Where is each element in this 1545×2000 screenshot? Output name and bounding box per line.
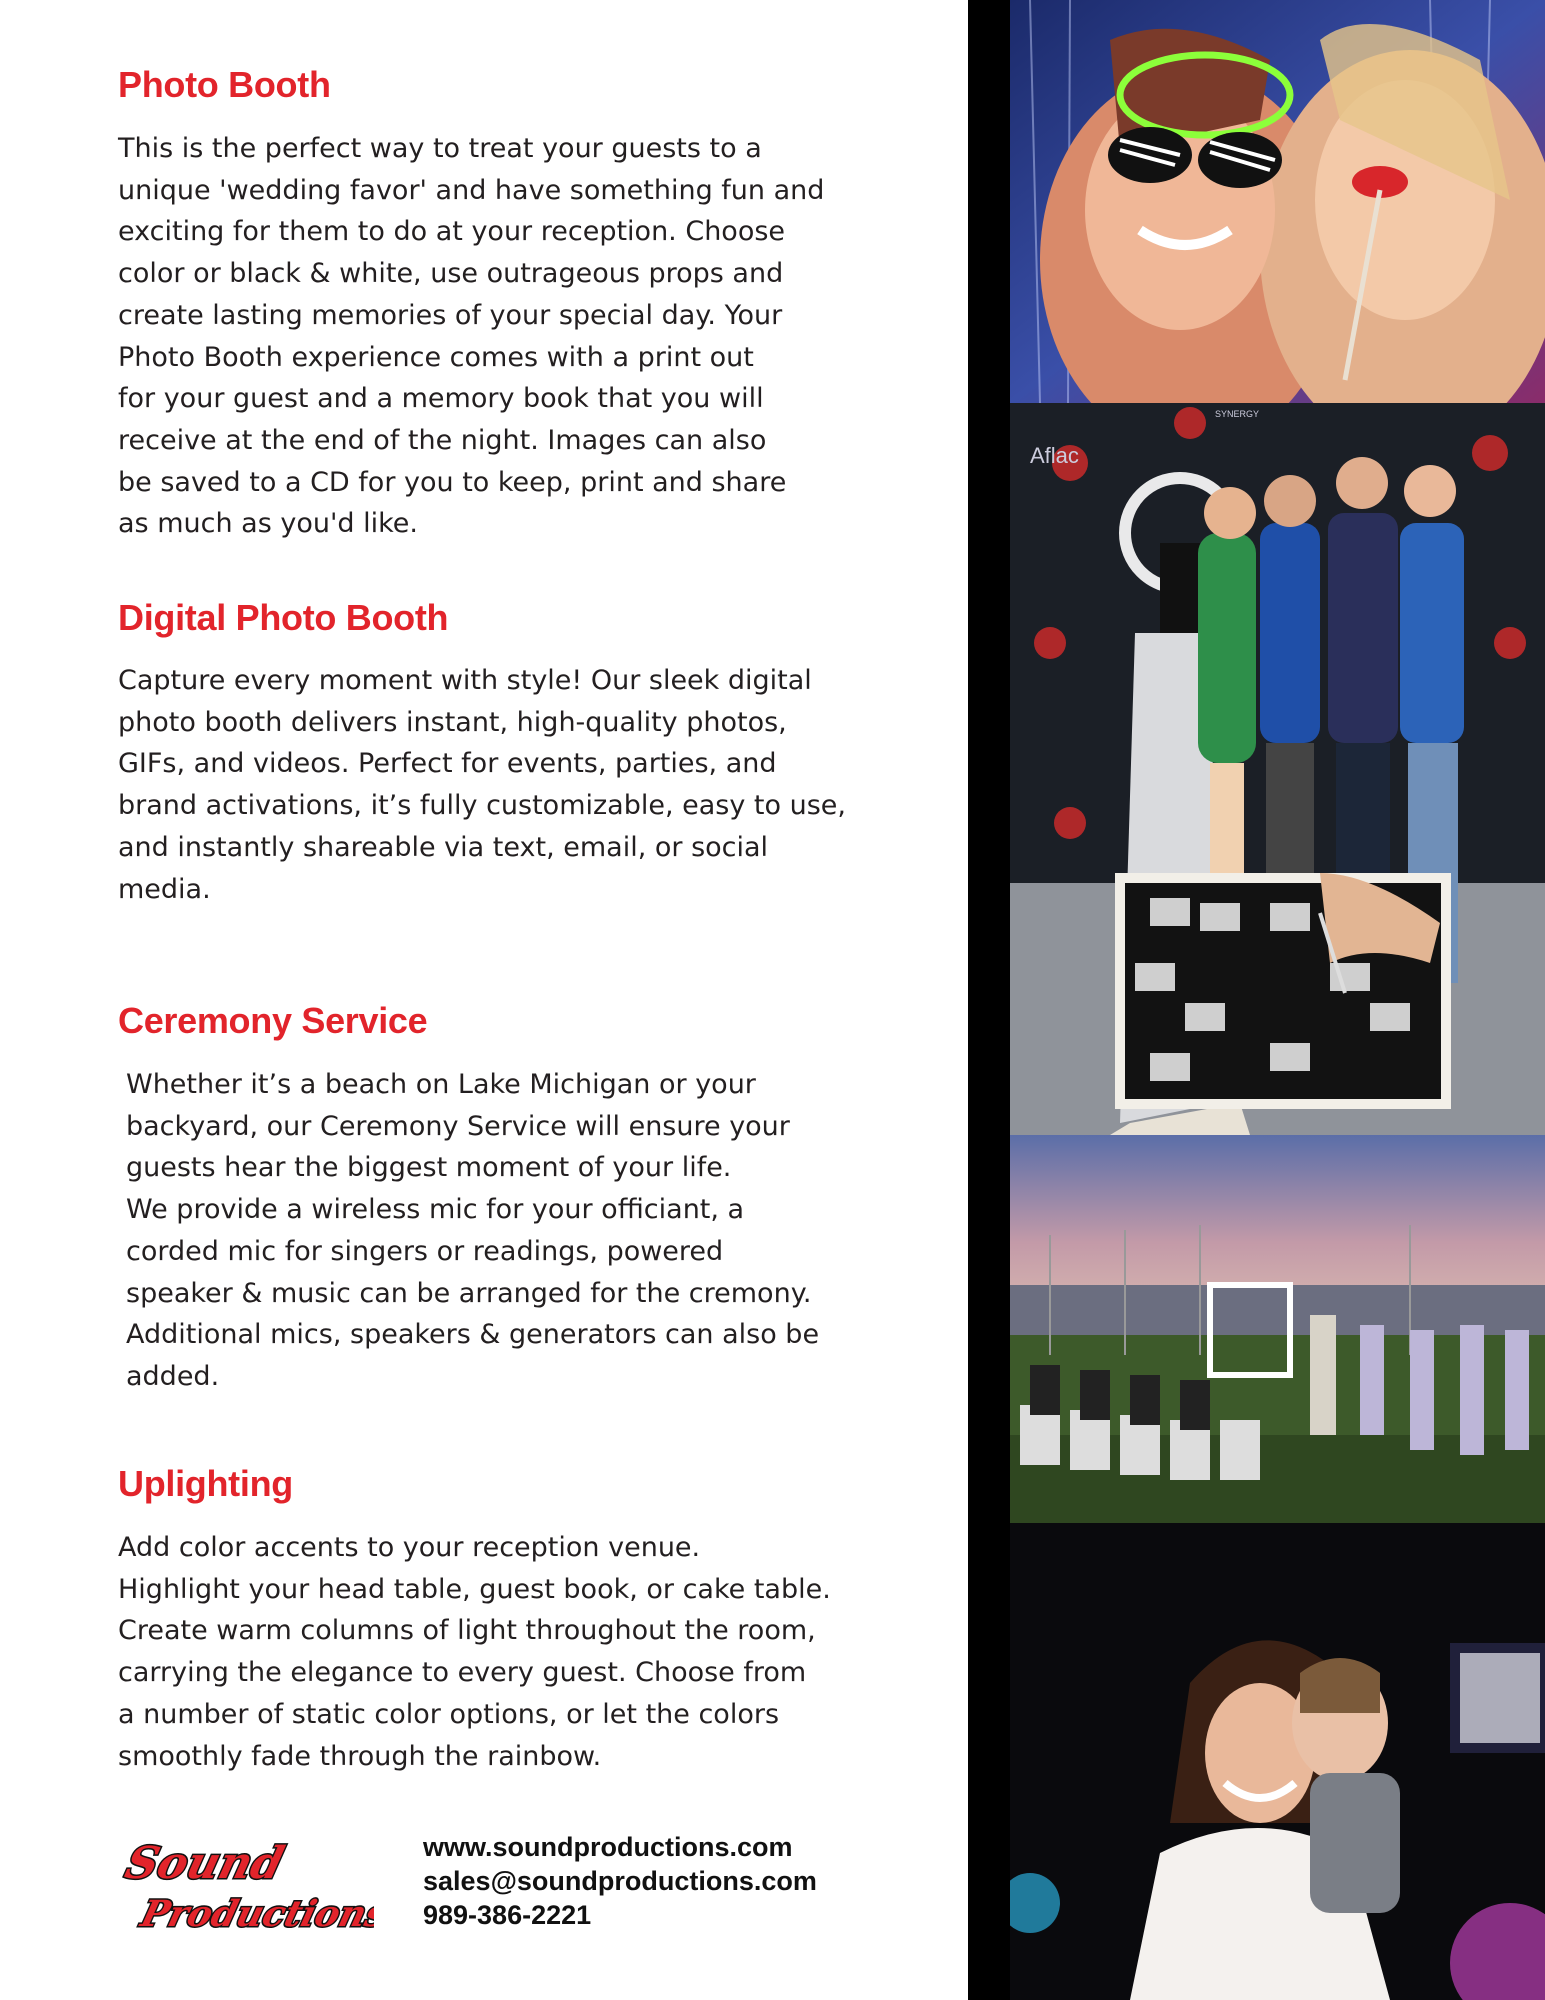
body-digital-photo-booth: Capture every moment with style! Our sleek digital photo booth delivers instant, high-quality photos, GIFs, and videos. Perfect for events, parties, and brand activations, it’s fully customizable, easy to use, and instantly shareable via text, email, or social media. [118,665,846,905]
phone-number: 989-386-2221 [423,1900,592,1930]
photo-booth-guests-image [1010,0,1545,403]
heading-digital-photo-booth: Digital Photo Booth [118,597,449,638]
logo-line-2: Productions [136,1892,374,1935]
email-link[interactable]: sales@soundproductions.com [423,1866,817,1896]
backdrop-brand-text: Aflac [1030,443,1079,468]
body-photo-booth: This is the perfect way to treat your guests to a unique 'wedding favor' and have something fun and exciting for them to do at your reception. Choose color or black & white, use outrageous props and create lasting memories of your special day. Your Photo Booth experience comes with a print out for your guest and a memory book that you will receive at the end of the night. Images can also be saved to a CD for you to keep, print and share as much as you'd like. [118,133,825,540]
heading-photo-booth: Photo Booth [118,64,331,105]
body-uplighting: Add color accents to your reception venue. Highlight your head table, guest book, or cake table. Create warm columns of light throughout the room, carrying the elegance to every guest. Choose from a number of static color options, or let the colors smoothly fade through the rainbow. [118,1532,831,1772]
sound-productions-logo [108,1826,374,1944]
website-link[interactable]: www.soundproductions.com [423,1832,793,1862]
digital-booth-group-image [1010,403,1545,1135]
black-divider-strip [968,0,1010,2000]
body-ceremony-service: Whether it’s a beach on Lake Michigan or your backyard, our Ceremony Service will ensure your guests hear the biggest moment of your life. We provide a wireless mic for your officiant, a corded mic for singers or readings, powered speaker & music can be arranged for the cremony. Additional mics, speakers & generators can also be added. [126,1069,820,1392]
heading-ceremony-service: Ceremony Service [118,1000,428,1041]
ceremony-image [1010,1135,1545,1523]
heading-uplighting: Uplighting [118,1463,293,1504]
backdrop-synergy-text: SYNERGY [1215,409,1260,419]
logo-line-1: Sound [120,1836,290,1889]
logo-graphic [108,1826,374,1944]
contact-block [423,1830,817,1932]
uplighting-bride-image [1010,1523,1545,2000]
